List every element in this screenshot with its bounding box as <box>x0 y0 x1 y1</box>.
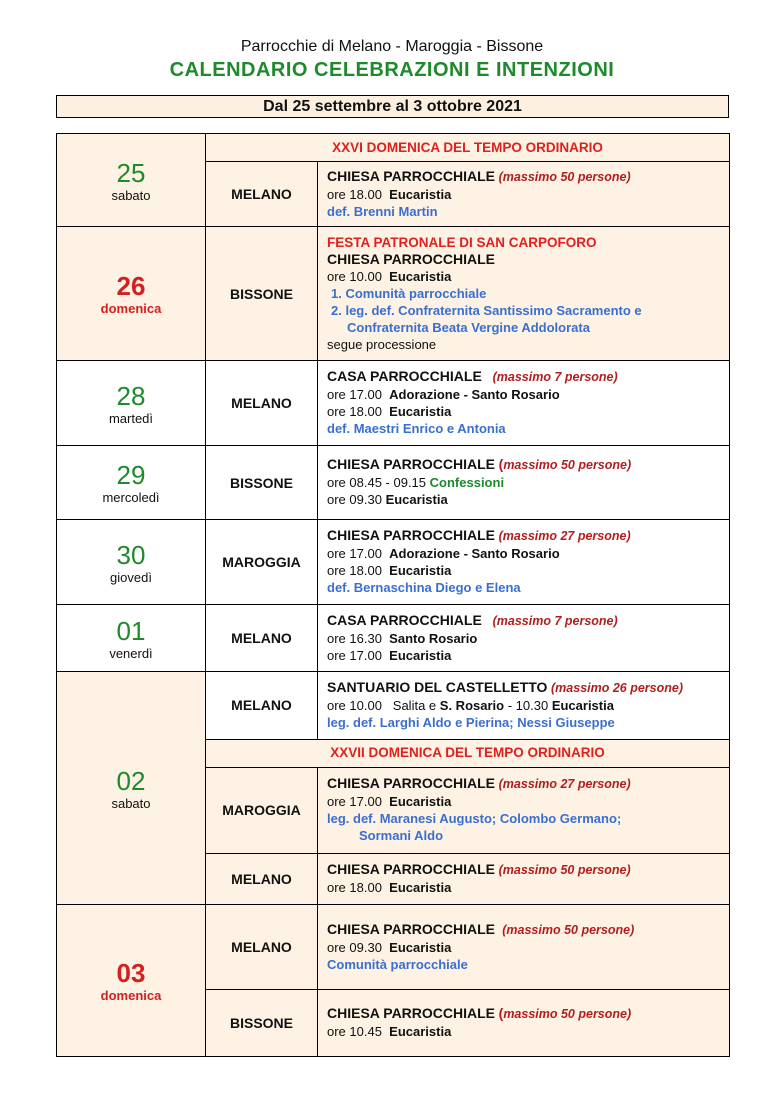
day-number: 26 <box>116 271 146 301</box>
activity: Eucaristia <box>389 647 452 663</box>
day-number: 01 <box>116 615 146 646</box>
intention: def. Bernaschina Diego e Elena <box>327 580 521 595</box>
location-cell: MELANO <box>206 361 318 446</box>
entry-28 <box>318 361 730 446</box>
note: segue processione <box>327 336 437 352</box>
time: ore 09.30 <box>327 939 382 955</box>
intention: def. Maestri Enrico e Antonia <box>327 421 506 436</box>
time: ore 18.00 <box>327 186 382 202</box>
location-cell: MELANO <box>206 605 318 672</box>
time: - 10.30 <box>507 697 549 713</box>
entry-02-melano <box>318 672 730 740</box>
location-cell: MAROGGIA <box>206 520 318 605</box>
activity: Eucaristia <box>389 186 452 202</box>
entry-03-melano <box>318 905 730 990</box>
day-cell-29 <box>57 446 206 520</box>
time: ore 10.45 <box>327 1024 382 1039</box>
activity: Adorazione - Santo Rosario <box>389 546 560 561</box>
location-cell: MELANO <box>206 672 318 740</box>
day-cell-03 <box>57 905 206 1057</box>
activity: S. Rosario <box>439 697 505 713</box>
activity: Eucaristia <box>389 794 452 810</box>
time: ore 17.00 <box>327 387 382 402</box>
church-name: CASA PARROCCHIALE <box>327 611 482 628</box>
day-number: 30 <box>116 539 146 570</box>
entry-03-bissone <box>318 990 730 1057</box>
activity: Eucaristia <box>551 697 614 713</box>
day-cell-02 <box>57 672 206 905</box>
day-name: sabato <box>111 795 151 811</box>
time: ore 18.00 <box>327 879 382 895</box>
time: ore 10.00 <box>327 268 382 284</box>
church-name: CHIESA PARROCCHIALE <box>327 456 496 472</box>
day-number: 29 <box>116 460 146 490</box>
location-cell: BISSONE <box>206 990 318 1057</box>
capacity-note: (massimo 7 persone) <box>492 613 618 628</box>
capacity-note: (massimo 26 persone) <box>551 680 684 695</box>
entry-02-maroggia <box>318 767 730 853</box>
calendar-title: CALENDARIO CELEBRAZIONI E INTENZIONI <box>169 59 615 81</box>
entry-26 <box>318 227 730 361</box>
activity: Eucaristia <box>389 939 452 955</box>
church-name: CASA PARROCCHIALE <box>327 368 482 384</box>
capacity-note: (massimo 7 persone) <box>492 370 618 384</box>
entry-01 <box>318 605 730 672</box>
day-name: sabato <box>111 187 151 203</box>
church-name: CHIESA PARROCCHIALE <box>327 167 496 184</box>
feast-title: FESTA PATRONALE DI SAN CARPOFORO <box>327 234 597 250</box>
intention: leg. def. Larghi Aldo e Pierina; Nessi Giuseppe <box>327 714 615 730</box>
activity: Salita e <box>392 697 437 713</box>
capacity-note: (massimo 27 persone) <box>498 529 631 543</box>
day-cell-28 <box>57 361 206 446</box>
day-number: 28 <box>116 380 146 411</box>
location-cell: BISSONE <box>206 227 318 361</box>
time: ore 16.30 <box>327 630 382 646</box>
entry-25 <box>318 162 730 227</box>
church-name: CHIESA PARROCCHIALE <box>327 775 496 792</box>
activity: Eucaristia <box>385 492 448 507</box>
location-cell: MELANO <box>206 162 318 227</box>
parishes-header: Parrocchie di Melano - Maroggia - Bissone <box>240 38 544 55</box>
day-cell-26 <box>57 227 206 361</box>
activity: Santo Rosario <box>389 630 478 646</box>
church-name: CHIESA PARROCCHIALE <box>327 1005 496 1021</box>
capacity-note: (massimo 50 persone) <box>502 922 635 937</box>
capacity-note: (massimo 27 persone) <box>498 777 631 792</box>
church-name: CHIESA PARROCCHIALE <box>327 250 496 267</box>
day-name: martedì <box>108 410 154 426</box>
time: ore 17.00 <box>327 546 382 561</box>
location-cell: MAROGGIA <box>206 767 318 853</box>
entry-02-melano-evening <box>318 853 730 904</box>
intention: Confraternita Beata Vergine Addolorata <box>347 319 590 335</box>
day-number: 02 <box>116 765 146 796</box>
day-number: 25 <box>116 157 146 188</box>
section-heading-xxvii: XXVII DOMENICA DEL TEMPO ORDINARIO <box>206 739 730 767</box>
activity: Eucaristia <box>389 268 452 284</box>
intention: 1. Comunità parrocchiale <box>331 285 487 301</box>
activity: Eucaristia <box>389 563 452 578</box>
time: ore 17.00 <box>327 794 382 810</box>
time: ore 17.00 <box>327 647 382 663</box>
intention: leg. def. Maranesi Augusto; Colombo Germano; <box>327 811 622 827</box>
day-name: venerdì <box>109 645 153 661</box>
day-number: 03 <box>116 958 146 988</box>
day-name: domenica <box>100 988 162 1003</box>
church-name: SANTUARIO DEL CASTELLETTO <box>327 678 548 695</box>
intention: def. Brenni Martin <box>327 203 438 219</box>
day-name: giovedì <box>110 569 152 585</box>
day-name: domenica <box>100 301 162 316</box>
capacity-note: massimo 50 persone) <box>503 458 632 472</box>
capacity-paren: ( <box>498 456 504 472</box>
capacity-note: (massimo 50 persone) <box>498 169 631 184</box>
celebrations-table <box>56 133 730 1057</box>
intention: 2. leg. def. Confraternita Santissimo Sacramento e <box>331 302 642 318</box>
day-cell-01 <box>57 605 206 672</box>
time: ore 18.00 <box>327 563 382 578</box>
day-name: mercoledì <box>102 490 160 505</box>
time: ore 10.00 <box>327 697 382 713</box>
location-cell: MELANO <box>206 853 318 904</box>
time: ore 18.00 <box>327 404 382 419</box>
intention: Comunità parrocchiale <box>327 956 468 972</box>
date-range: Dal 25 settembre al 3 ottobre 2021 <box>56 95 729 118</box>
location-cell: MELANO <box>206 905 318 990</box>
entry-29 <box>318 446 730 520</box>
activity: Confessioni <box>429 475 505 490</box>
activity: Eucaristia <box>389 879 452 895</box>
activity: Eucaristia <box>389 404 452 419</box>
section-heading-xxvi: XXVI DOMENICA DEL TEMPO ORDINARIO <box>206 134 730 162</box>
location-cell: BISSONE <box>206 446 318 520</box>
capacity-paren: ( <box>498 1005 504 1021</box>
activity: Adorazione - Santo Rosario <box>389 387 560 402</box>
capacity-note: massimo 50 persone) <box>503 1007 632 1021</box>
church-name: CHIESA PARROCCHIALE <box>327 527 496 543</box>
day-cell-30 <box>57 520 206 605</box>
entry-30 <box>318 520 730 605</box>
day-cell-25 <box>57 134 206 227</box>
intention: Sormani Aldo <box>359 828 444 844</box>
church-name: CHIESA PARROCCHIALE <box>327 920 496 937</box>
church-name: CHIESA PARROCCHIALE <box>327 860 496 877</box>
capacity-note: (massimo 50 persone) <box>498 862 631 877</box>
time: ore 09.30 <box>327 492 382 507</box>
activity: Eucaristia <box>389 1024 452 1039</box>
time: ore 08.45 - 09.15 <box>327 475 427 490</box>
